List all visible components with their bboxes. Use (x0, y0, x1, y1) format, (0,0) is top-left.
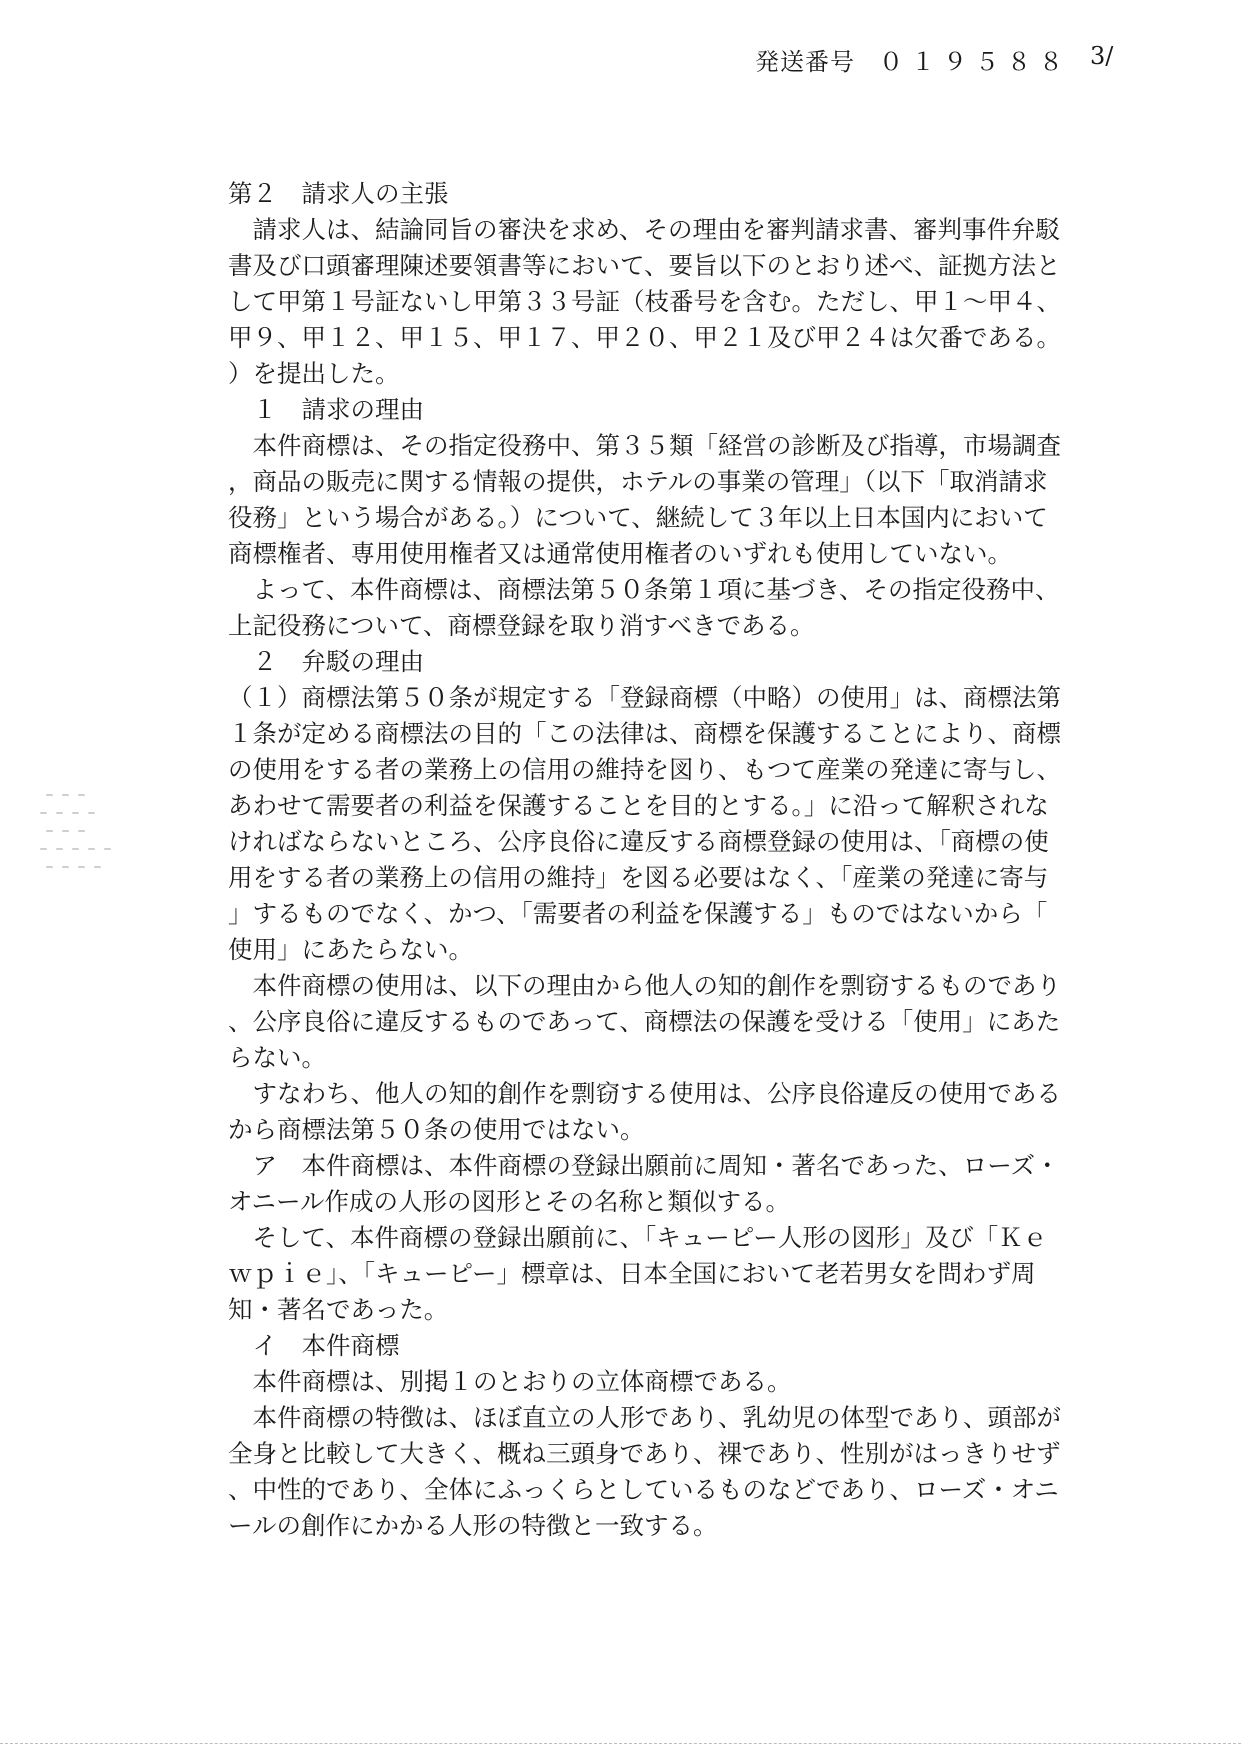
subsection-heading: ２ 弁駁の理由 (228, 647, 424, 676)
text-line: オニール作成の人形の図形とその名称と類似する。 (228, 1187, 791, 1216)
text-line: ア 本件商標は、本件商標の登録出願前に周知・著名であった、ローズ・ (228, 1151, 1060, 1180)
page-number: 3/ (1090, 42, 1114, 70)
text-line: 本件商標の使用は、以下の理由から他人の知的創作を剽窃するものであり (228, 971, 1061, 1000)
subsection-heading: １ 請求の理由 (228, 395, 424, 424)
text-line: 請求人は、結論同旨の審決を求め、その理由を審判請求書、審判事件弁駁 (228, 215, 1061, 244)
text-line: 全身と比較して大きく、概ね三頭身であり、裸であり、性別がはっきりせず (228, 1439, 1061, 1468)
text-line: して甲第１号証ないし甲第３３号証（枝番号を含む。ただし、甲１～甲４、 (228, 287, 1061, 316)
text-line: １条が定める商標法の目的「この法律は、商標を保護することにより、商標 (228, 719, 1061, 748)
text-line: （１）商標法第５０条が規定する「登録商標（中略）の使用」は、商標法第 (228, 683, 1061, 712)
text-line: すなわち、他人の知的創作を剽窃する使用は、公序良俗違反の使用である (228, 1079, 1061, 1108)
text-line: らない。 (228, 1043, 326, 1072)
text-line: 用をする者の業務上の信用の維持」を図る必要はなく、「産業の発達に寄与 (228, 863, 1049, 892)
text-line: から商標法第５０条の使用ではない。 (228, 1115, 645, 1144)
text-line: 使用」にあたらない。 (228, 935, 473, 964)
dispatch-number: ０１９５８８ (879, 48, 1071, 76)
text-line: ールの創作にかかる人形の特徴と一致する。 (228, 1511, 718, 1540)
text-line: 上記役務について、商標登録を取り消すべきである。 (228, 611, 815, 640)
text-line: 本件商標の特徴は、ほぼ直立の人形であり、乳幼児の体型であり、頭部が (228, 1403, 1061, 1432)
dispatch-number-label: 発送番号 (755, 48, 855, 76)
text-line: 」するものでなく、かつ、「需要者の利益を保護する」ものではないから「 (228, 899, 1048, 928)
text-line: 本件商標は、その指定役務中、第３５類「経営の診断及び指導，市場調査 (228, 431, 1061, 460)
text-line: 役務」という場合がある。）について、継続して３年以上日本国内において (228, 503, 1048, 532)
text-line: 、公序良俗に違反するものであって、商標法の保護を受ける「使用」にあた (228, 1007, 1061, 1036)
text-line: 、中性的であり、全体にふっくらとしているものなどであり、ローズ・オニ (228, 1475, 1059, 1504)
text-line: の使用をする者の業務上の信用の維持を図り、もつて産業の発達に寄与し、 (228, 755, 1061, 784)
document-body (228, 176, 1080, 1544)
document-header (755, 42, 1114, 77)
text-line: 甲９、甲１２、甲１５、甲１７、甲２０、甲２１及び甲２４は欠番である。 (228, 323, 1061, 352)
subsection-heading: イ 本件商標 (228, 1331, 400, 1360)
text-line: ，商品の販売に関する情報の提供，ホテルの事業の管理」（以下「取消請求 (228, 467, 1048, 496)
page-bottom-rule (0, 1743, 1241, 1745)
text-line: ）を提出した。 (228, 359, 400, 388)
text-line: 書及び口頭審理陳述要領書等において、要旨以下のとおり述べ、証拠方法と (228, 251, 1061, 280)
text-line: あわせて需要者の利益を保護することを目的とする。」に沿って解釈されな (228, 791, 1049, 820)
scan-artifact-marks (36, 790, 126, 900)
text-line: 知・著名であった。 (228, 1295, 449, 1324)
text-line: ｗｐｉｅ」、「キューピー」標章は、日本全国において老若男女を問わず周 (228, 1259, 1036, 1288)
text-line: ければならないところ、公序良俗に違反する商標登録の使用は、「商標の使 (228, 827, 1049, 856)
text-line: 本件商標は、別掲１のとおりの立体商標である。 (228, 1367, 792, 1396)
text-line: そして、本件商標の登録出願前に、「キューピー人形の図形」及び「Ｋｅ (228, 1223, 1048, 1252)
text-line: 商標権者、専用使用権者又は通常使用権者のいずれも使用していない。 (228, 539, 1012, 568)
section-heading: 第２ 請求人の主張 (228, 179, 449, 208)
text-line: よって、本件商標は、商標法第５０条第１項に基づき、その指定役務中、 (228, 575, 1060, 604)
